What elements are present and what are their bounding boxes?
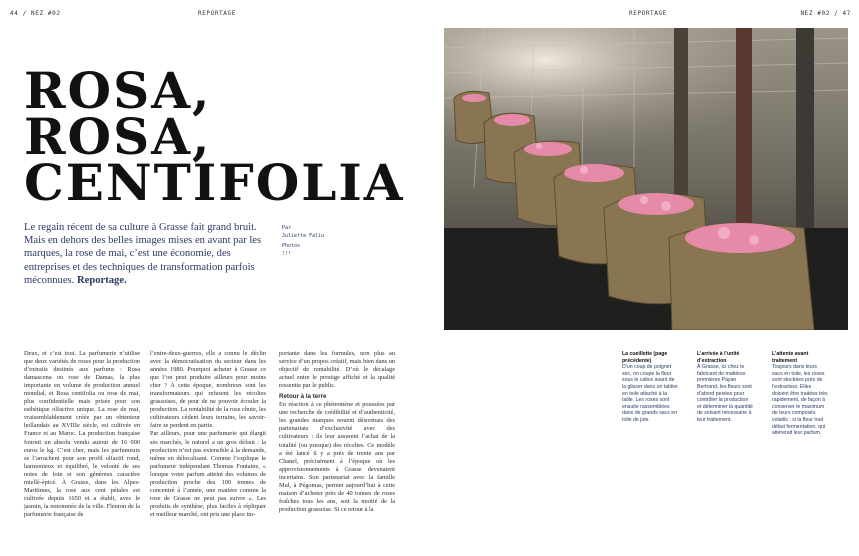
- photo-caption-1: [622, 351, 678, 424]
- caption-1-title: La cueillette (page précédente): [622, 351, 668, 364]
- col3-paragraph-1: portante dans les formules, non plus au service d’un propos créatif, mais bien dans un objectif de rentabilité. D’où le décalage actuel entre le prestige affiché et la qualité ressentie par le public.: [279, 350, 395, 390]
- rose-sacks-photo-icon: [444, 28, 848, 330]
- photo-illustration: [444, 28, 848, 330]
- col2-paragraph-1: l’entre-deux-guerres, elle a connu le déclin avec la démocratisation du secteur dans les années 1980. Pourquoi acheter à Grasse ce que l’on peut produire ailleurs pour moins cher ? À cette époque, nombreux sont les transformateurs qui refusent les récoltes grassoises, de peur de ne pouvoir écouler la production. La rentabilité de la rose chute, les cultivateurs cèdent leurs terrains, les savoir-faire se perdent en partie.: [150, 350, 266, 430]
- credit-photo-label: Photos: [282, 243, 301, 249]
- caption-3-text: Toujours dans leurs sacs en toile, les roses sont stockées près de l’extracteur. Elles doivent être traitées très rapidement, de façon à conserver le maximum de leurs composés volatils : si la fleur tout début fermentation, qui altérerait leur parfum.: [772, 364, 828, 437]
- caption-3-title: L’attente avant traitement: [772, 351, 809, 364]
- col3-paragraph-2: En réaction à ce phénomène et poussées par une recherche de crédibilité et d’authenticité, les grandes marques nouent désormais des partenariats d’exclusivité avec des cultivateurs : ils leur assurent l’achat de la totalité (ou presque) des récoltes. Ce modèle a été lancé il y a près de trente ans par Chanel, précisément à l’époque où les approvisionnements à Grasse devenaient incertains. Son partenariat avec la famille Mul, à Pégomas, permet aujourd’hui à cette maison d’acheter près de 40 tonnes de roses fraîches tous les ans, soit la moitié de la production grassoise. Si ce retour à la: [279, 401, 395, 513]
- col1-text: Deux, et c’est tout. La parfumerie n’utilise que deux variétés de roses pour la production d’extraits destinés aux parfums : Rosa damascena ou rose de Damas, la plus importante en volume de production annuel mondial, et Rosa centifolia ou rose de mai, plus confidentielle mais prisée pour son esthétique olfactive unique. La rose de mai, vraisemblablement créée par un obtenteur hollandais au XVIIIe siècle, est cultivée en France et au Maroc. La production française fournit un absolu vendu autour de 16 000 euros le kg. C’est cher, mais les parfumeurs se l’arrachent pour son profil olfactif rond, harmonieux et équilibré, le velouté de ses notes de foin et son généreux caractère miellé-épicé. À Grasse, dans les Alpes-Maritimes, la rose aux cent pétales est cultivée depuis 1650 et a établi, avec le jasmin, la renommée de la ville. Fleuron de la parfumerie française de: [24, 350, 140, 518]
- left-section-label: REPORTAGE: [198, 10, 236, 17]
- credit-photographer: !!!: [282, 251, 292, 257]
- body-column-1: [24, 350, 140, 519]
- col3-subheading: Retour à la terre: [279, 393, 327, 401]
- photo-caption-3: [772, 351, 828, 437]
- left-folio: 44 / NEZ #02: [10, 10, 61, 17]
- body-column-2: [150, 350, 266, 519]
- body-column-3: [279, 350, 395, 514]
- title-line-3: CENTIFOLIA: [24, 153, 405, 212]
- right-folio: NEZ #02 / 47: [800, 10, 851, 17]
- caption-2-text: À Grasse, ici chez le fabricant de matières premières Payan Bertrand, les fleurs sont d’abord pesées pour contrôler la production et déterminer la quantité de solvant nécessaire à leur traitement.: [697, 364, 753, 423]
- caption-1-text: D’un coup de poignet sec, on coupe la fleur sous le calice avant de la glisser dans un tablier en toile attaché à la taille. Les roses sont ensuite rassemblées dans de grands sacs en toile de jute.: [622, 364, 678, 423]
- lead-text: Le regain récent de sa culture à Grasse fait grand bruit. Mais en dehors des belles images mises en avant par les marques, la rose de mai, c’est une économie, des entreprises et des techniques de transformation parfois méconnues.: [24, 222, 262, 286]
- right-section-label: REPORTAGE: [629, 10, 667, 17]
- article-credits: [282, 224, 324, 258]
- title-line-2: ROSA,: [24, 107, 212, 166]
- caption-2-title: L’arrivée à l’unité d’extraction: [697, 351, 740, 364]
- title-line-1: ROSA,: [24, 61, 212, 120]
- article-title: [24, 61, 405, 212]
- credit-by-label: Par: [282, 225, 292, 231]
- photo-caption-2: [697, 351, 753, 424]
- lead-bold: Reportage.: [76, 274, 127, 286]
- col2-paragraph-2: Par ailleurs, pour une parfumerie qui élargit ses marchés, le naturel a un gros défaut : la production n’est pas extensible à la demande, même en délocalisant. Comme l’explique le parfumeur indépendant Thomas Fontaine, « lorsque votre parfum atteint des volumes de production proche des 100 tonnes de concentré à l’année, une matière comme la rose de Grasse ne peut pas suivre ». Les produits de synthèse, plus faciles à répliquer et meilleur marché, ont pris une place im-: [150, 430, 266, 518]
- article-lead: [24, 221, 274, 287]
- credit-author: Juliette Faliu: [282, 233, 325, 239]
